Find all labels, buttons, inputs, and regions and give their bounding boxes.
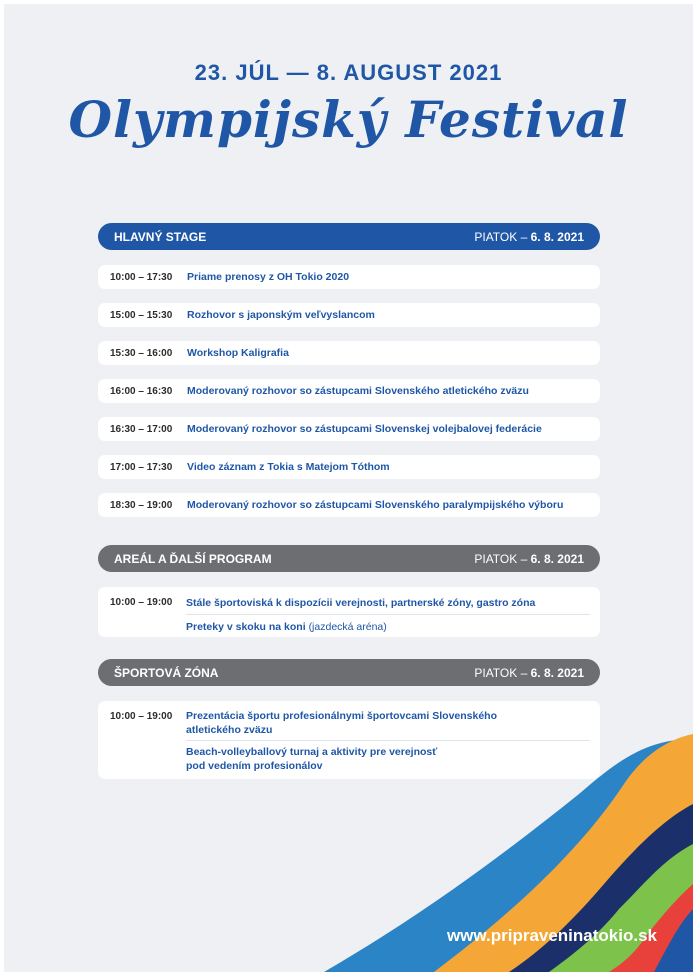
schedule-text: Rozhovor s japonským veľvyslancom — [187, 309, 375, 321]
schedule-text: Stále športoviská k dispozícii verejnosti, partnerské zóny, gastro zóna — [186, 597, 536, 609]
section-date-value: 6. 8. 2021 — [530, 665, 584, 680]
section-date: PIATOK – 6. 8. 2021 — [474, 551, 584, 566]
festival-title: Olympijský Festival — [68, 90, 629, 149]
schedule-time: 15:00 – 15:30 — [110, 309, 173, 321]
schedule-text: Priame prenosy z OH Tokio 2020 — [187, 271, 350, 283]
schedule-text: Workshop Kaligrafia — [187, 347, 289, 359]
schedule-time: 10:00 – 17:30 — [110, 271, 173, 283]
poster — [4, 4, 693, 972]
website-link[interactable]: www.pripraveninatokio.sk — [446, 926, 657, 945]
schedule-text: Moderovaný rozhovor so zástupcami Slovenskej volejbalovej federácie — [187, 423, 542, 435]
section-title: ŠPORTOVÁ ZÓNA — [114, 665, 219, 680]
schedule-time: 10:00 – 19:00 — [110, 711, 173, 722]
schedule-time: 15:30 – 16:00 — [110, 347, 173, 359]
schedule-note: (jazdecká aréna) — [308, 621, 387, 633]
schedule-time: 16:00 – 16:30 — [110, 385, 173, 397]
section-date-value: 6. 8. 2021 — [530, 551, 584, 566]
section-title: HLAVNÝ STAGE — [114, 229, 207, 244]
section-date: PIATOK – 6. 8. 2021 — [474, 229, 584, 244]
schedule-text: Moderovaný rozhovor so zástupcami Slovenského atletického zväzu — [187, 385, 529, 397]
section-date: PIATOK – 6. 8. 2021 — [474, 665, 584, 680]
section-title: AREÁL A ĎALŠÍ PROGRAM — [114, 551, 272, 566]
decorative-waves — [4, 4, 693, 972]
schedule-text-line: Prezentácia športu profesionálnymi športovcami Slovenského — [186, 710, 498, 722]
schedule-text: Video záznam z Tokia s Matejom Tóthom — [187, 461, 390, 473]
event-date-range: 23. JÚL — 8. AUGUST 2021 — [194, 60, 503, 85]
section-day: PIATOK — [474, 665, 518, 680]
schedule-text: Moderovaný rozhovor so zástupcami Slovenského paralympijského výboru — [187, 499, 564, 511]
section-date-value: 6. 8. 2021 — [530, 229, 584, 244]
schedule-text-line: Beach-volleyballový turnaj a aktivity pre verejnosť — [186, 746, 438, 758]
schedule-time: 18:30 – 19:00 — [110, 499, 173, 511]
schedule-text-line: atletického zväzu — [186, 724, 273, 736]
section-day: PIATOK — [474, 229, 518, 244]
section-day: PIATOK — [474, 551, 518, 566]
schedule-text-line: pod vedením profesionálov — [186, 760, 323, 772]
schedule-text-main: Preteky v skoku na koni — [186, 621, 306, 633]
schedule-time: 16:30 – 17:00 — [110, 423, 173, 435]
schedule-time: 10:00 – 19:00 — [110, 597, 173, 608]
schedule-time: 17:00 – 17:30 — [110, 461, 173, 473]
